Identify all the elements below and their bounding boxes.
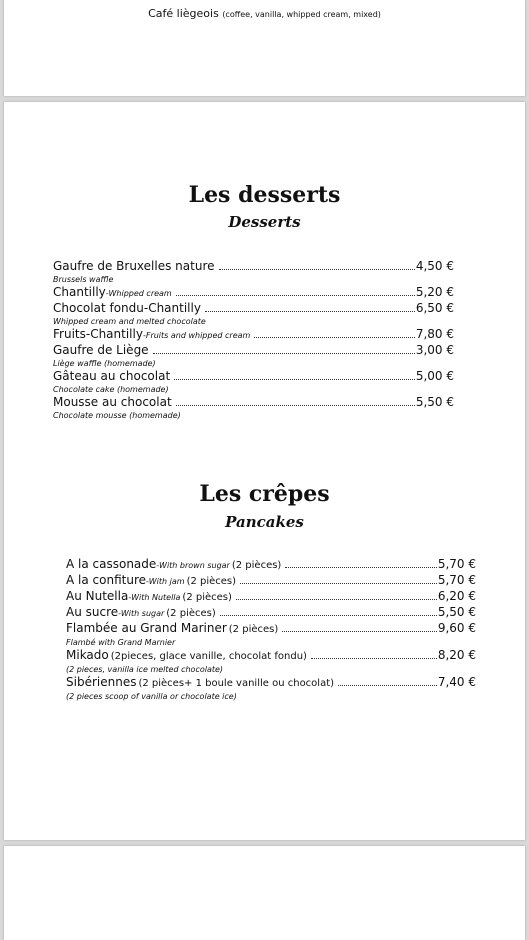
menu-item-description: Chocolate cake (homemade) bbox=[53, 385, 169, 394]
menu-item-description: Flambé with Grand Marnier bbox=[66, 638, 176, 647]
menu-item-price: 5,50 € bbox=[437, 605, 476, 619]
menu-item-name: Gâteau au chocolat bbox=[53, 369, 171, 383]
menu-item-line bbox=[66, 573, 476, 589]
dot-leader bbox=[236, 598, 437, 600]
menu-item-name: Au sucre bbox=[66, 605, 119, 619]
menu-item-name-group bbox=[66, 605, 216, 621]
name-separator: - bbox=[105, 289, 109, 298]
menu-item bbox=[53, 327, 454, 343]
menu-item-price: 5,70 € bbox=[437, 573, 476, 587]
menu-item-name-group bbox=[53, 259, 215, 274]
menu-item-price: 9,60 € bbox=[437, 621, 476, 635]
menu-item-name: A la cassonade bbox=[66, 557, 157, 571]
menu-item-name: Mousse au chocolat bbox=[53, 395, 172, 409]
menu-item-name-group bbox=[66, 557, 281, 573]
menu-item-price: 5,70 € bbox=[437, 557, 476, 571]
menu-item bbox=[66, 621, 476, 648]
dot-leader bbox=[285, 566, 437, 568]
menu-item-price: 6,20 € bbox=[437, 589, 476, 603]
menu-item-name-group bbox=[66, 573, 236, 589]
menu-item bbox=[66, 573, 476, 589]
menu-item bbox=[66, 589, 476, 605]
menu-item-price: 5,50 € bbox=[415, 395, 454, 409]
menu-item-qualifier: (2 pièces+ 1 boule vanille ou chocolat) bbox=[138, 678, 335, 689]
menu-item-translation: Whipped cream bbox=[108, 289, 172, 298]
menu-item-name-group bbox=[66, 589, 232, 605]
menu-item-qualifier: (2 pièces) bbox=[166, 608, 216, 619]
menu-item bbox=[66, 648, 476, 675]
dot-leader bbox=[219, 268, 415, 270]
menu-item-name: Gaufre de Liège bbox=[53, 343, 149, 357]
menu-item-name: A la confiture bbox=[66, 573, 146, 587]
menu-item-line bbox=[66, 589, 476, 605]
dot-leader bbox=[176, 294, 415, 296]
menu-item-description: (2 pieces scoop of vanilla or chocolate ice) bbox=[66, 692, 237, 701]
menu-item-name-group bbox=[66, 648, 307, 664]
menu-item-line bbox=[53, 395, 454, 410]
menu-item-name-group bbox=[53, 343, 149, 358]
dot-leader bbox=[254, 336, 415, 338]
dot-leader bbox=[311, 657, 437, 659]
menu-item-price: 4,50 € bbox=[415, 259, 454, 273]
menu-item-name-group bbox=[53, 369, 170, 384]
dot-leader bbox=[240, 582, 437, 584]
menu-item-name: Flambée au Grand Mariner bbox=[66, 621, 227, 635]
crepes-subtitle: Pancakes bbox=[225, 513, 304, 531]
menu-item-name: Au Nutella bbox=[66, 589, 129, 603]
menu-item-name-group bbox=[53, 395, 172, 410]
menu-item-translation: With brown sugar bbox=[159, 561, 230, 570]
menu-item-description: Brussels waffle bbox=[53, 275, 114, 284]
name-separator: - bbox=[142, 331, 146, 340]
menu-item-name-group bbox=[66, 621, 278, 637]
menu-item-name: Chocolat fondu-Chantilly bbox=[53, 301, 201, 315]
dot-leader bbox=[205, 310, 415, 312]
desserts-title: Les desserts bbox=[188, 182, 341, 208]
dot-leader bbox=[282, 630, 437, 632]
desserts-subtitle: Desserts bbox=[228, 213, 301, 231]
dot-leader bbox=[153, 352, 415, 354]
menu-item bbox=[53, 343, 454, 369]
dot-leader bbox=[176, 404, 415, 406]
menu-item-line bbox=[53, 343, 454, 358]
menu-item-qualifier: (2 pièces) bbox=[228, 624, 279, 635]
menu-item-name: Sibériennes bbox=[66, 675, 137, 689]
menu-item-price: 5,00 € bbox=[415, 369, 454, 383]
menu-item bbox=[53, 285, 454, 301]
menu-page-bottom bbox=[4, 846, 525, 940]
menu-item-name-group bbox=[53, 301, 201, 316]
menu-item-description: Chocolate mousse (homemade) bbox=[53, 411, 181, 420]
top-menu-item bbox=[4, 7, 525, 20]
menu-page-top bbox=[4, 0, 525, 96]
name-separator: - bbox=[146, 577, 149, 586]
menu-item-price: 7,80 € bbox=[415, 327, 454, 341]
menu-item-line bbox=[53, 301, 454, 316]
menu-item-translation: With jam bbox=[148, 577, 185, 586]
menu-item-name: Chantilly bbox=[53, 285, 106, 299]
name-separator: - bbox=[128, 593, 132, 602]
menu-item-name-group bbox=[53, 285, 172, 301]
dot-leader bbox=[338, 684, 437, 686]
menu-item-line bbox=[66, 648, 476, 664]
menu-item-line bbox=[53, 285, 454, 301]
menu-item bbox=[53, 259, 454, 285]
menu-page-main bbox=[4, 102, 525, 840]
menu-item bbox=[53, 301, 454, 327]
top-item-name: Café liègeois bbox=[148, 7, 219, 20]
menu-item-description: (2 pieces, vanilla ice melted chocolate) bbox=[66, 665, 224, 674]
menu-item bbox=[53, 369, 454, 395]
menu-item-translation: With Nutella bbox=[131, 593, 181, 602]
menu-item-price: 6,50 € bbox=[415, 301, 454, 315]
menu-item-name-group bbox=[53, 327, 250, 343]
menu-item-line bbox=[66, 621, 476, 637]
menu-item-price: 8,20 € bbox=[437, 648, 476, 662]
menu-item-translation: With sugar bbox=[120, 609, 165, 618]
dot-leader bbox=[174, 378, 415, 380]
menu-item bbox=[66, 557, 476, 573]
menu-item-price: 3,00 € bbox=[415, 343, 454, 357]
menu-item-translation: Fruits and whipped cream bbox=[145, 331, 251, 340]
crepes-list bbox=[66, 557, 476, 702]
dot-leader bbox=[220, 614, 437, 616]
crepes-title: Les crêpes bbox=[199, 481, 330, 507]
menu-item-price: 5,20 € bbox=[415, 285, 454, 299]
menu-item-description: Liège waffle (homemade) bbox=[53, 359, 156, 368]
menu-item-name: Mikado bbox=[66, 648, 109, 662]
menu-item bbox=[53, 395, 454, 421]
menu-item-price: 7,40 € bbox=[437, 675, 476, 689]
name-separator: - bbox=[156, 561, 160, 570]
menu-item-line bbox=[53, 327, 454, 343]
menu-item-line bbox=[66, 605, 476, 621]
menu-item-qualifier: (2 pièces) bbox=[182, 592, 232, 603]
menu-item-qualifier: (2pieces, glace vanille, chocolat fondu) bbox=[110, 651, 307, 662]
menu-item-line bbox=[53, 259, 454, 274]
menu-item-name-group bbox=[66, 675, 334, 691]
menu-item-name: Gaufre de Bruxelles nature bbox=[53, 259, 215, 273]
menu-item-qualifier: (2 pièces) bbox=[186, 576, 237, 587]
menu-item-description: Whipped cream and melted chocolate bbox=[53, 317, 206, 326]
menu-item-line bbox=[66, 675, 476, 691]
menu-item-qualifier: (2 pièces) bbox=[231, 560, 282, 571]
menu-item-line bbox=[53, 369, 454, 384]
name-separator: - bbox=[118, 609, 121, 618]
menu-item-name: Fruits-Chantilly bbox=[53, 327, 143, 341]
desserts-list bbox=[53, 259, 454, 421]
menu-item bbox=[66, 675, 476, 702]
menu-item bbox=[66, 605, 476, 621]
menu-item-line bbox=[66, 557, 476, 573]
top-item-description: (coffee, vanilla, whipped cream, mixed) bbox=[222, 10, 381, 19]
